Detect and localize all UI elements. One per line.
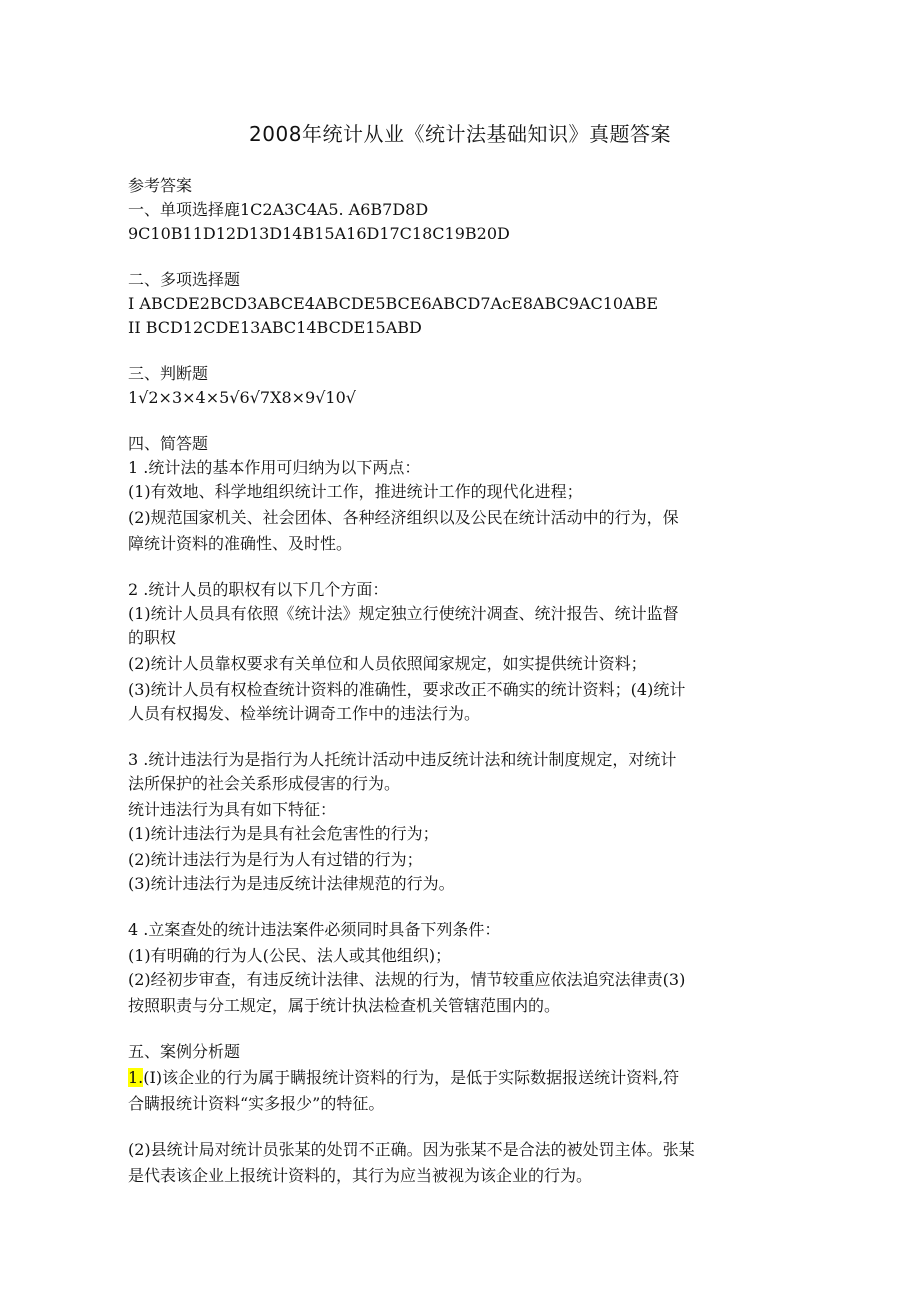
- q3-title-line-2: 法所保护的社会关系形成侵害的行为。: [128, 774, 401, 793]
- q3-title-line-1: 3 .统计违法行为是指行为人托统计活动中违反统计法和统计制度规定，对统计: [128, 750, 677, 769]
- document-title: 2008年统计从业《统计法基础知识》真题答案: [249, 122, 671, 146]
- case-2-line-2: 是代表该企业上报统计资料的，其行为应当被视为该企业的行为。: [128, 1166, 593, 1185]
- q3-point-3: (3)统计违法行为是违反统计法律规范的行为。: [128, 874, 455, 893]
- case-2-line-1: (2)县统计局对统计员张某的处罚不正确。因为张某不是合法的被处罚主体。张某: [128, 1140, 695, 1159]
- single-choice-answers: 9C10B11D12D13D14B15A16D17C18C19B20D: [128, 224, 510, 243]
- short-answer-heading: 四、简答题: [128, 434, 209, 453]
- judgment-answers: 1√2×3×4×5√6√7X8×9√10√: [128, 388, 356, 407]
- q4-point-1: (1)有明确的行为人(公民、法人或其他组织)；: [128, 946, 452, 965]
- q1-title: 1 .统计法的基本作用可归纳为以下两点：: [128, 458, 421, 477]
- q2-point-2: (2)统计人员靠权要求有关单位和人员依照闻家规定，如实提供统计资料；: [128, 654, 647, 673]
- multi-choice-heading: 二、多项选择题: [128, 270, 241, 289]
- reference-answer-heading: 参考答案: [128, 176, 193, 195]
- case-1-number-highlight: 1.: [128, 1068, 144, 1087]
- q2-point-3-line-1: (3)统计人员有权检查统计资料的准确性，要求改正不确实的统计资料；(4)统计: [128, 680, 686, 699]
- case-1-line-1-text: (I)该企业的行为属于瞒报统计资料的行为，是低于实际数据报送统计资料,符: [143, 1068, 680, 1087]
- q1-point-2-line-2: 障统计资料的准确性、及时性。: [128, 534, 353, 553]
- multi-choice-answers-1: I ABCDE2BCD3ABCE4ABCDE5BCE6ABCD7AcE8ABC9AC10ABE: [128, 294, 659, 313]
- q2-point-3-line-2: 人员有权揭发、检举统计调奇工作中的违法行为。: [128, 704, 481, 723]
- q3-point-1: (1)统计违法行为是具有社会危害性的行为；: [128, 824, 439, 843]
- single-choice-heading: 一、单项选择鹿1C2A3C4A5. A6B7D8D: [128, 200, 429, 219]
- q4-point-2-line-1: (2)经初步审查，有违反统计法律、法规的行为，情节较重应依法追究法律责(3): [128, 970, 686, 989]
- q4-title: 4 .立案查处的统计违法案件必须同时具备下列条件：: [128, 920, 501, 939]
- q2-point-1-line-1: (1)统计人员具有依照《统计法》规定独立行使统汁凋查、统汁报告、统计监督: [128, 604, 679, 623]
- case-1-line-1: [128, 1066, 788, 1090]
- q4-point-2-line-2: 按照职责与分工规定，属于统计执法检查机关管辖范围内的。: [128, 996, 561, 1015]
- q1-point-1: (1)有效地、科学地组织统计工作，推进统计工作的现代化进程；: [128, 482, 583, 501]
- multi-choice-answers-2: II BCD12CDE13ABC14BCDE15ABD: [128, 318, 422, 337]
- case-1-line-2: 合瞒报统计资料“实多报少”的特征。: [128, 1094, 385, 1113]
- q3-subheading: 统计违法行为具有如下特征：: [128, 800, 337, 819]
- q3-point-2: (2)统计违法行为是行为人有过错的行为；: [128, 850, 423, 869]
- q1-point-2-line-1: (2)规范国家机关、社会团体、各种经济组织以及公民在统计活动中的行为，保: [128, 508, 679, 527]
- case-analysis-heading: 五、案例分析题: [128, 1042, 241, 1061]
- q2-point-1-line-2: 的职权: [128, 628, 177, 647]
- q2-title: 2 .统计人员的职权有以下几个方面：: [128, 580, 389, 599]
- judgment-heading: 三、判断题: [128, 364, 209, 383]
